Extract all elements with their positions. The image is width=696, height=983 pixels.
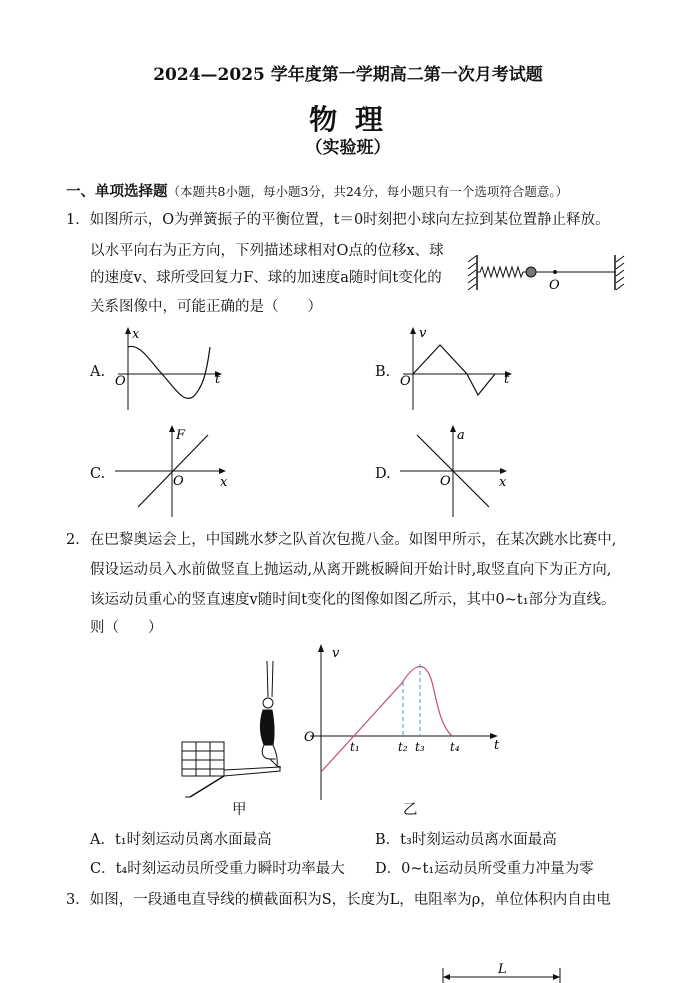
- q3-line-1: 3．如图，一段通电直导线的横截面积为S，长度为L，电阻率为ρ，单位体积内自由电: [66, 892, 611, 908]
- svg-text:v: v: [419, 326, 427, 341]
- velocity-curve: [321, 667, 452, 772]
- q1-option-c-graph: [110, 422, 235, 517]
- q2-line-1: 2．在巴黎奥运会上，中国跳水梦之队首次包揽八金。如图甲所示，在某次跳水比赛中,: [66, 532, 617, 548]
- svg-text:x: x: [220, 475, 228, 490]
- vt-graph: [300, 640, 510, 800]
- q2-option-a: A．t₁时刻运动员离水面最高: [90, 832, 272, 848]
- q1-option-a-graph: [110, 325, 230, 410]
- subject-title: 物 理: [309, 103, 387, 136]
- equilibrium-label: O: [549, 278, 560, 293]
- ball: [526, 267, 536, 277]
- svg-text:t: t: [504, 372, 510, 387]
- wall-hatch-left: [468, 256, 476, 290]
- q1-line-3: 的速度v、球所受回复力F、球的加速度a随时间t变化的: [90, 270, 442, 286]
- cosine-curve: [128, 346, 210, 398]
- class-subtitle: （实验班）: [305, 138, 391, 158]
- svg-text:x: x: [499, 475, 507, 490]
- q1-option-a-label: A.: [90, 364, 106, 380]
- wall-hatch-right: [616, 256, 624, 290]
- springboard-stand: [182, 742, 224, 776]
- section-heading: [66, 180, 568, 201]
- q2-line-2: 假设运动员入水前做竖直上抛运动,从离开跳板瞬间开始计时,取竖直向下为正方向,: [90, 562, 612, 578]
- triangle-wave: [413, 345, 495, 395]
- q2-line-4: 则（ ）: [90, 620, 163, 636]
- svg-text:O: O: [115, 374, 126, 389]
- q2-option-c: C．t₄时刻运动员所受重力瞬时功率最大: [90, 861, 345, 877]
- svg-text:v: v: [332, 646, 340, 661]
- diver: [260, 661, 281, 767]
- exam-title: 2024—2025 学年度第一学期高二第一次月考试题: [153, 65, 543, 85]
- fig-jia-label: 甲: [232, 802, 247, 818]
- springboard: [224, 767, 280, 776]
- svg-text:O: O: [304, 730, 315, 745]
- svg-text:x: x: [132, 327, 140, 342]
- q1-option-b-label: B.: [375, 364, 391, 380]
- q1-line-2: 以水平向右为正方向，下列描述球相对O点的位移x、球: [90, 243, 444, 259]
- q1-line-4: 关系图像中，可能正确的是（ ）: [90, 299, 322, 315]
- section-note: （本题共8小题，每小题3分，共24分，每小题只有一个选项符合题意。）: [167, 184, 569, 199]
- svg-text:t₃: t₃: [415, 740, 425, 754]
- svg-text:O: O: [440, 474, 451, 489]
- section-title: 一、单项选择题: [66, 183, 168, 200]
- q1-line-1: 1．如图所示，O为弹簧振子的平衡位置，t＝0时刻把小球向左拉到某位置静止释放。: [66, 212, 610, 228]
- svg-text:O: O: [400, 374, 411, 389]
- svg-text:t₁: t₁: [350, 740, 360, 754]
- svg-text:t₂: t₂: [398, 740, 408, 754]
- svg-text:O: O: [173, 474, 184, 489]
- q3-length-figure: [440, 960, 565, 983]
- svg-text:L: L: [498, 962, 507, 977]
- q2-option-d: D．0~t₁运动员所受重力冲量为零: [375, 861, 594, 877]
- spring-oscillator-figure: [465, 250, 635, 300]
- svg-text:t: t: [215, 372, 221, 387]
- svg-text:t: t: [494, 738, 500, 753]
- spring: [477, 267, 526, 277]
- diver-figure: [180, 655, 300, 800]
- svg-text:t₄: t₄: [450, 740, 460, 754]
- q1-option-b-graph: [395, 325, 520, 410]
- q2-line-3: 该运动员重心的竖直速度v随时间t变化的图像如图乙所示，其中0~t₁部分为直线。: [90, 592, 616, 608]
- q2-option-b: B．t₃时刻运动员离水面最高: [375, 832, 557, 848]
- q1-option-c-label: C.: [90, 466, 106, 482]
- svg-text:a: a: [457, 428, 465, 443]
- fig-yi-label: 乙: [403, 802, 418, 818]
- equilibrium-point: [553, 270, 557, 274]
- svg-text:F: F: [176, 428, 186, 443]
- q1-option-d-label: D.: [375, 466, 391, 482]
- q1-option-d-graph: [395, 422, 520, 517]
